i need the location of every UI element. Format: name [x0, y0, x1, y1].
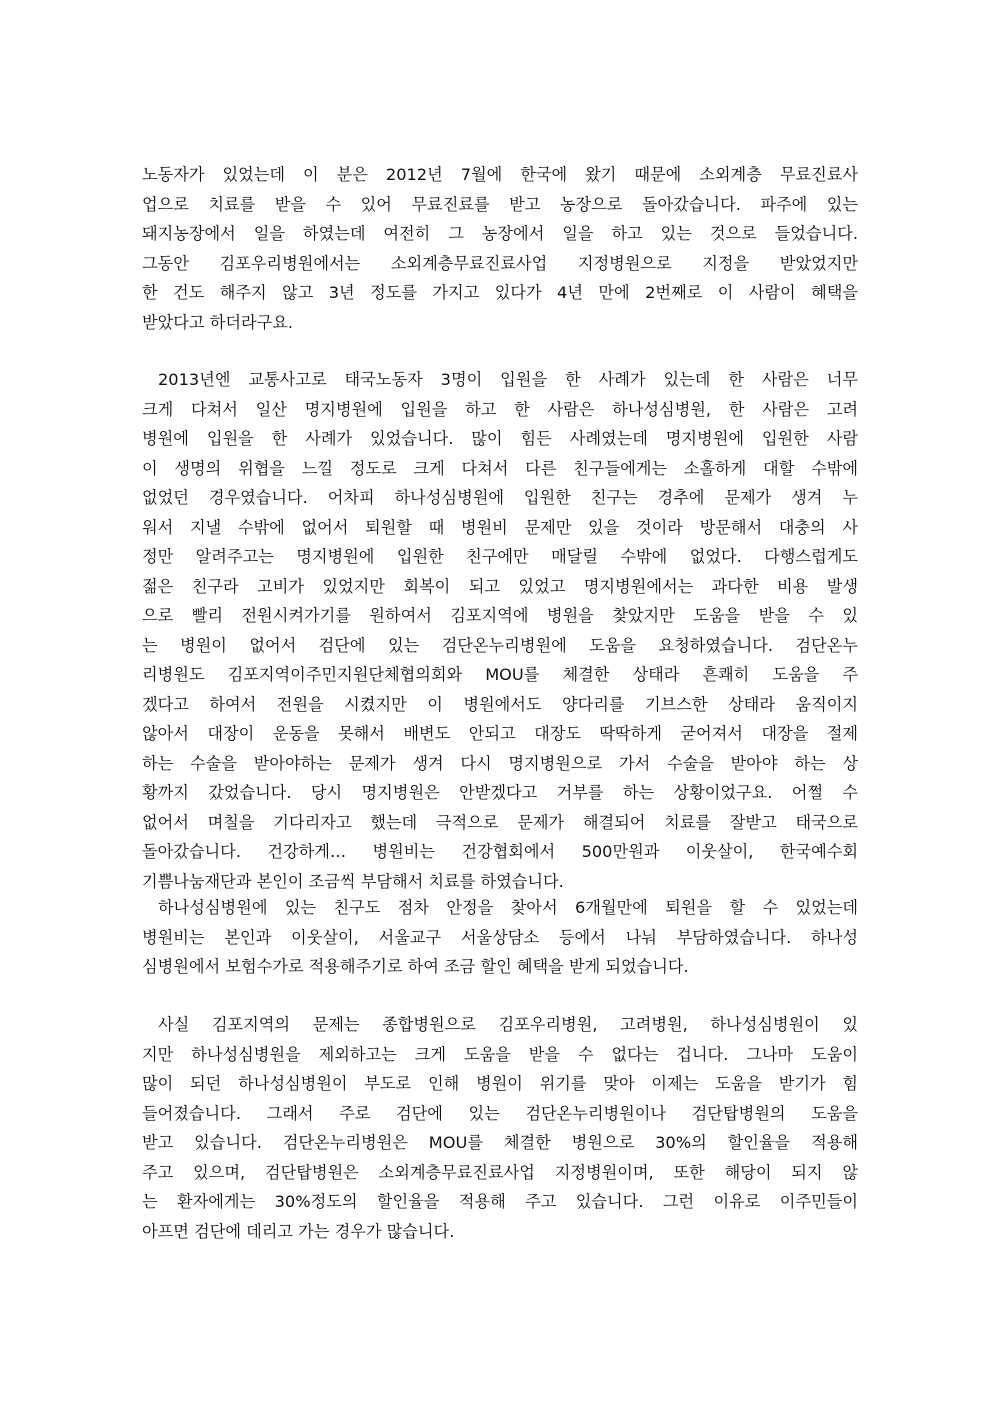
text-line: 노동자가 있었는데 이 분은 2012년 7월에 한국에 왔기 때문에 소외계층 무료진료사: [142, 165, 858, 184]
paragraph-free-treatment-worker: [142, 160, 858, 337]
text-line: 겠다고 하여서 전원을 시켰지만 이 병원에서도 양다리를 기브스한 상태라 움직이지: [142, 694, 858, 714]
text-line: 기쁨나눔재단과 본인이 조금씩 부담해서 치료를 하였습니다.: [142, 871, 564, 891]
text-line: 들어졌습니다. 그래서 주로 검단에 있는 검단온누리병원이나 검단탑병원의 도움을: [142, 1103, 858, 1123]
text-line: 황까지 갔었습니다. 당시 명지병원은 안받겠다고 거부를 하는 상황이었구요. 어쩔 수: [142, 783, 858, 802]
text-line: 아프면 검단에 데리고 가는 경우가 많습니다.: [142, 1221, 455, 1241]
text-line: 크게 다쳐서 일산 명지병원에 입원을 하고 한 사람은 하나성심병원, 한 사람은 고려: [142, 399, 858, 419]
text-line: 없었던 경우였습니다. 어차피 하나성심병원에 입원한 친구는 경추에 문제가 생겨 누: [142, 488, 858, 507]
text-line: 하는 수술을 받아야하는 문제가 생겨 다시 명지병원으로 가서 수술을 받아야 하는 상: [142, 753, 858, 773]
text-line: 없어서 며칠을 기다리자고 했는데 극적으로 문제가 해결되어 치료를 잘받고 태국으로: [142, 812, 858, 832]
paragraph-hana-hospital-friend: [142, 893, 858, 982]
text-line: 으로 빨리 전원시켜가기를 원하여서 김포지역에 병원을 찾았지만 도움을 받을 수 있: [142, 606, 858, 625]
text-line: 정만 알려주고는 명지병원에 입원한 친구에만 매달릴 수밖에 없었다. 다행스럽게도: [142, 547, 858, 566]
text-line: 지만 하나성심병원을 제외하고는 크게 도움을 받을 수 없다는 겁니다. 그나마 도움이: [142, 1044, 858, 1064]
text-line: 많이 되던 하나성심병원이 부도로 인해 병원이 위기를 맞아 이제는 도움을 받기가 힘: [142, 1074, 858, 1093]
text-line: 그동안 김포우리병원에서는 소외계층무료진료사업 지정병원으로 지정을 받았었지만: [142, 253, 858, 273]
text-line: 업으로 치료를 받을 수 있어 무료진료를 받고 농장으로 돌아갔습니다. 파주에 있는: [142, 194, 858, 214]
text-line: 돼지농장에서 일을 하였는데 여전히 그 농장에서 일을 하고 있는 것으로 들었습니다.: [142, 224, 858, 243]
text-line: 않아서 대장이 운동을 못해서 배변도 안되고 대장도 딱딱하게 굳어져서 대장을 절제: [142, 724, 858, 743]
paragraph-gimpo-region-problem: [142, 1010, 858, 1246]
text-line: 받았다고 하더라구요.: [142, 312, 294, 332]
text-line: 병원비는 본인과 이웃살이, 서울교구 서울상담소 등에서 나눠 부담하였습니다. 하나성: [142, 927, 858, 947]
text-line: 젊은 친구라 고비가 있었지만 회복이 되고 있었고 명지병원에서는 과다한 비용 발생: [142, 576, 858, 596]
text-line: 사실 김포지역의 문제는 종합병원으로 김포우리병원, 고려병원, 하나성심병원이 있: [158, 1015, 858, 1034]
text-line: 돌아갔습니다. 건강하게… 병원비는 건강협회에서 500만원과 이웃살이, 한국예수회: [142, 842, 858, 861]
text-line: 는 병원이 없어서 검단에 있는 검단온누리병원에 도움을 요청하였습니다. 검단온누: [142, 635, 858, 655]
text-line: 하나성심병원에 있는 친구도 점차 안정을 찾아서 6개월만에 퇴원을 할 수 있었는데: [158, 898, 858, 917]
text-line: 병원에 입원을 한 사례가 있었습니다. 많이 힘든 사례였는데 명지병원에 입원한 사람: [142, 429, 858, 448]
text-line: 받고 있습니다. 검단온누리병원은 MOU를 체결한 병원으로 30%의 할인율을 적용해: [142, 1133, 858, 1152]
text-line: 심병원에서 보험수가로 적용해주기로 하여 조금 할인 혜택을 받게 되었습니다.: [142, 957, 689, 976]
text-line: 리병원도 김포지역이주민지원단체협의회와 MOU를 체결한 상태라 흔쾌히 도움을 주: [142, 665, 858, 684]
text-line: 워서 지낼 수밖에 없어서 퇴원할 때 병원비 문제만 있을 것이라 방문해서 대충의 사: [142, 517, 858, 537]
text-line: 한 건도 해주지 않고 3년 정도를 가지고 있다가 4년 만에 2번째로 이 사람이 혜택을: [142, 283, 858, 302]
text-line: 주고 있으며, 검단탑병원은 소외계층무료진료사업 지정병원이며, 또한 해당이 되지 않: [142, 1162, 858, 1182]
text-line: 이 생명의 위협을 느낄 정도로 크게 다쳐서 다른 친구들에게는 소홀하게 대할 수밖에: [142, 458, 858, 478]
text-line: 는 환자에게는 30%정도의 할인율을 적용해 주고 있습니다. 그런 이유로 이주민들이: [142, 1192, 858, 1211]
text-line: 2013년엔 교통사고로 태국노동자 3명이 입원을 한 사례가 있는데 한 사람은 너무: [158, 370, 858, 389]
paragraph-thai-workers-accident: [142, 365, 858, 896]
